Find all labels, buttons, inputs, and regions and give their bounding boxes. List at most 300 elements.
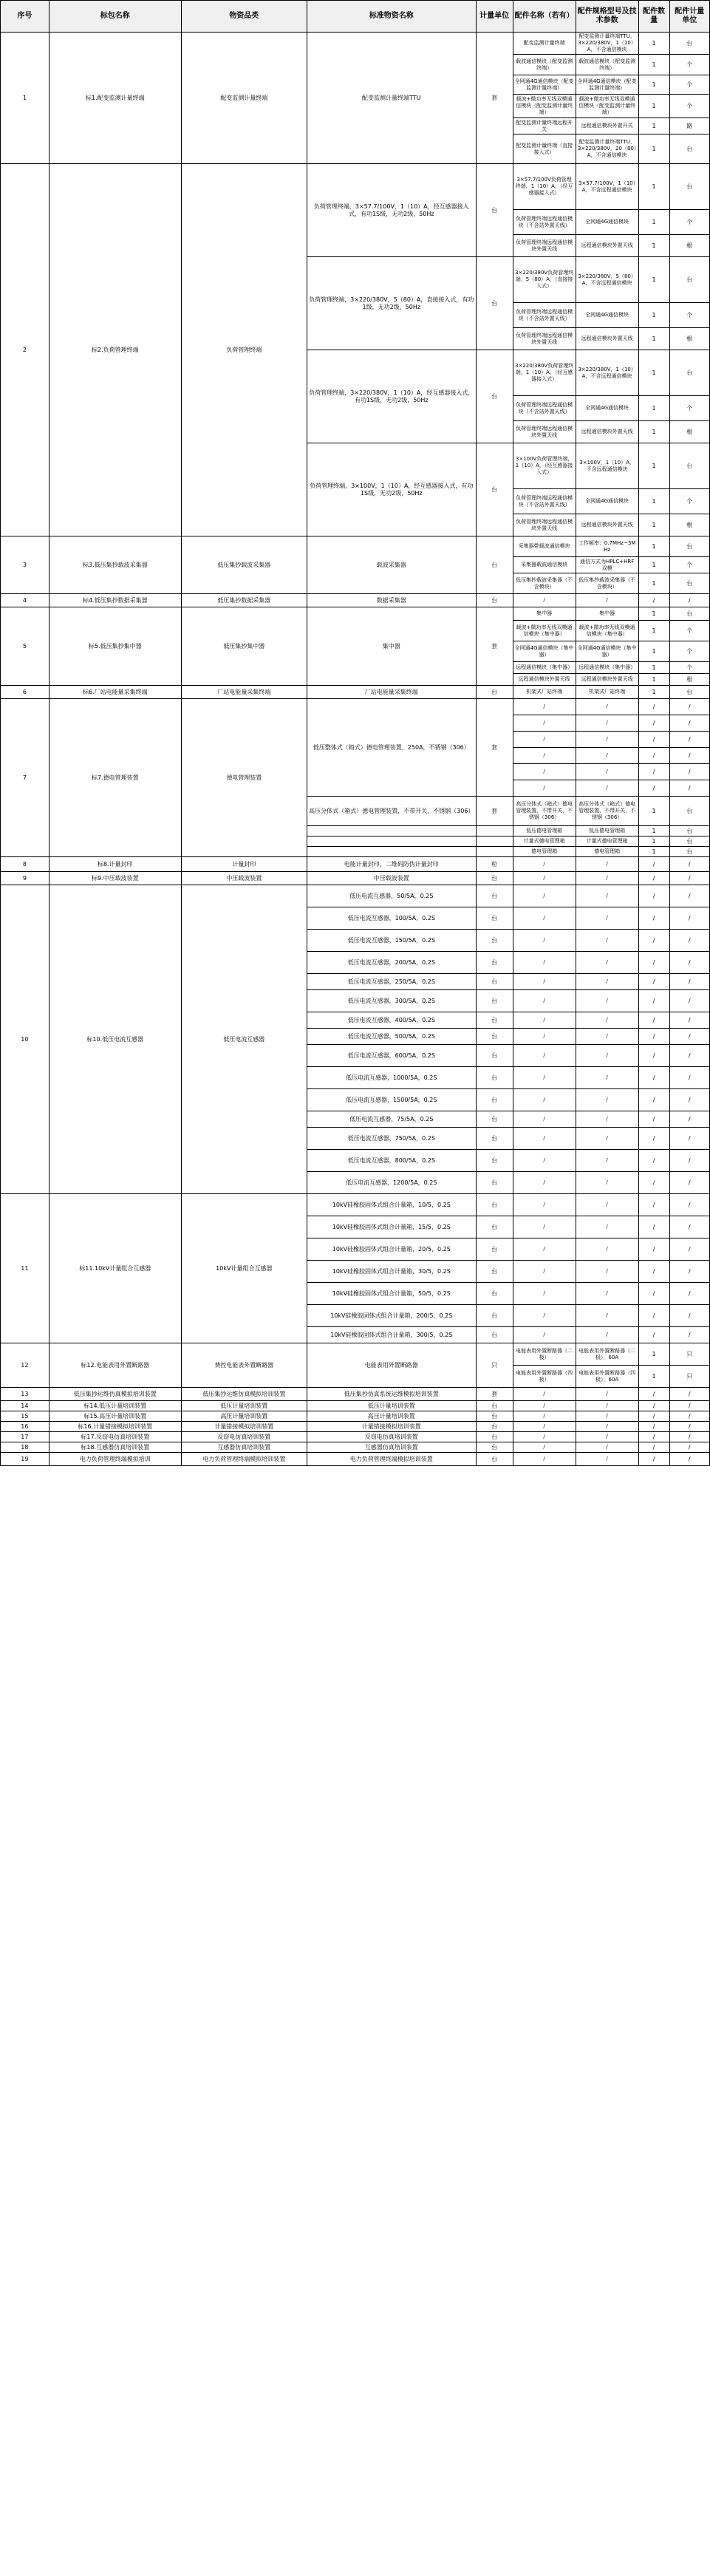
cell-part-spec: / <box>576 1216 638 1238</box>
cell-part-name: / <box>513 907 576 930</box>
cell-part-qty: / <box>638 1111 669 1128</box>
cell-part-qty: 1 <box>638 489 669 514</box>
cell-unit: 台 <box>476 443 513 536</box>
cell-part-spec: / <box>576 1172 638 1194</box>
cell-unit: 台 <box>476 1172 513 1194</box>
cell-part-qty: / <box>638 780 669 797</box>
cell-unit: 台 <box>476 1216 513 1238</box>
cell-standard-name: 厂站电能量采集终端 <box>307 686 476 699</box>
cell-part-name: / <box>513 990 576 1012</box>
cell-part-spec: 高压分体式（箱式）德电管理装置，不带开关，不锈钢（306） <box>576 797 638 826</box>
cell-unit <box>476 847 513 857</box>
cell-category: 低压集抄载波采集器 <box>181 536 307 594</box>
cell-part-name: / <box>513 1261 576 1283</box>
cell-category: 厂站电能量采集终端 <box>181 686 307 699</box>
cell-part-spec: / <box>576 1261 638 1283</box>
cell-package: 标6.厂站电能量采集终端 <box>49 686 181 699</box>
cell-part-qty: / <box>638 974 669 990</box>
cell-part-spec: / <box>576 1411 638 1422</box>
cell-part-name: 采集器载波通信模块 <box>513 557 576 573</box>
cell-standard-name: 低压电流互感器，400/5A，0.2S <box>307 1012 476 1029</box>
cell-part-spec: 德电管理箱 <box>576 847 638 857</box>
cell-unit: 台 <box>476 1411 513 1422</box>
cell-category: 配变监测计量终端 <box>181 33 307 164</box>
cell-part-name: 采集器带载波通信模块 <box>513 536 576 557</box>
cell-part-spec: 远程通信模块（集中器） <box>576 662 638 674</box>
cell-seq: 13 <box>1 1388 50 1401</box>
cell-part-name: 3×220/380V负荷管理终端，5（80）A，（直接接入式） <box>513 257 576 303</box>
cell-part-spec: / <box>576 764 638 780</box>
cell-part-spec: / <box>576 1067 638 1089</box>
cell-part-name: 高压分体式（箱式）德电管理装置，不带开关，不锈钢（306） <box>513 797 576 826</box>
cell-part-qty: 1 <box>638 350 669 396</box>
cell-part-spec: / <box>576 907 638 930</box>
cell-part-qty: 1 <box>638 607 669 621</box>
cell-seq: 3 <box>1 536 50 594</box>
header-standard-name: 标准物资名称 <box>307 1 476 33</box>
cell-part-qty: / <box>638 990 669 1012</box>
cell-part-qty: / <box>638 1453 669 1466</box>
cell-package: 标7.德电管理装置 <box>49 699 181 857</box>
cell-unit: 台 <box>476 1261 513 1283</box>
cell-standard-name: 低压电流互感器，200/5A，0.2S <box>307 952 476 974</box>
table-row <box>1 536 710 557</box>
cell-part-spec: / <box>576 930 638 952</box>
cell-part-spec: 全网通4G通信模块 <box>576 303 638 328</box>
cell-part-spec: / <box>576 990 638 1012</box>
cell-part-qty: 1 <box>638 55 669 75</box>
cell-unit: 台 <box>476 686 513 699</box>
cell-part-unit: 个 <box>669 557 709 573</box>
table-row <box>1 1422 710 1432</box>
cell-part-spec: 计量式德电管理箱 <box>576 836 638 847</box>
cell-standard-name: 电能计量封印，二维码防伪计量封印 <box>307 857 476 872</box>
cell-part-unit: 个 <box>669 55 709 75</box>
cell-standard-name: 电能表用外置断路器 <box>307 1343 476 1388</box>
cell-part-name: / <box>513 1401 576 1411</box>
cell-part-unit: 台 <box>669 33 709 55</box>
cell-part-spec: 全网通4G通信模块（配变监测计量终端） <box>576 75 638 95</box>
cell-part-spec: 全网通4G通信模块 <box>576 489 638 514</box>
cell-unit: 台 <box>476 974 513 990</box>
cell-part-spec: / <box>576 1422 638 1432</box>
cell-category: 10kV计量组合互感器 <box>181 1194 307 1343</box>
cell-part-unit: / <box>669 1012 709 1029</box>
cell-part-unit: / <box>669 1261 709 1283</box>
cell-part-unit: / <box>669 1111 709 1128</box>
cell-part-unit: / <box>669 1442 709 1453</box>
cell-part-qty: 1 <box>638 826 669 836</box>
cell-part-unit: / <box>669 952 709 974</box>
cell-seq: 12 <box>1 1343 50 1388</box>
cell-part-name: / <box>513 1067 576 1089</box>
cell-part-qty: 1 <box>638 164 669 210</box>
cell-part-spec: / <box>576 699 638 715</box>
cell-part-spec: / <box>576 1238 638 1261</box>
cell-part-spec: / <box>576 857 638 872</box>
cell-part-name: / <box>513 872 576 885</box>
cell-part-spec: 机架式厂站终端 <box>576 686 638 699</box>
cell-part-unit: / <box>669 732 709 748</box>
cell-unit: 台 <box>476 1432 513 1442</box>
cell-standard-name: 低压电流互感器，750/5A，0.2S <box>307 1128 476 1150</box>
cell-unit <box>476 836 513 847</box>
cell-part-name: / <box>513 1283 576 1305</box>
cell-part-name: 负荷管理终端远程通信模块外置天线 <box>513 514 576 536</box>
cell-part-qty: / <box>638 1045 669 1067</box>
cell-part-spec: 电能表用外置断路器（二极），60A <box>576 1343 638 1366</box>
cell-package: 标17.反窃电仿真培训装置 <box>49 1432 181 1442</box>
cell-seq: 7 <box>1 699 50 857</box>
cell-standard-name: 10kV硅橡胶固体式组合计量箱，300/5，0.2S <box>307 1327 476 1343</box>
cell-standard-name: 低压电流互感器，600/5A，0.2S <box>307 1045 476 1067</box>
cell-standard-name: 负荷管理终端，3×220/380V，5（80）A，直接接入式，有功1级，无功2级，50Hz <box>307 257 476 350</box>
cell-part-name: 全网通4G通信模块（配变监测计量终端） <box>513 75 576 95</box>
cell-part-name: / <box>513 1194 576 1216</box>
cell-part-name: / <box>513 764 576 780</box>
table-row <box>1 1194 710 1216</box>
cell-part-qty: / <box>638 1216 669 1238</box>
cell-standard-name: 负荷管理终端，3×57.7/100V，1（10）A，经互感器接入式，有功1S级，无功2级，50Hz <box>307 164 476 257</box>
cell-part-spec: 3×100V，1（10）A，不含远程通信模块 <box>576 443 638 489</box>
cell-part-qty: / <box>638 748 669 764</box>
cell-part-unit: 只 <box>669 1343 709 1366</box>
cell-part-name: / <box>513 780 576 797</box>
cell-part-unit: / <box>669 1067 709 1089</box>
cell-part-qty: / <box>638 1089 669 1111</box>
cell-standard-name: 10kV硅橡胶固体式组合计量箱，30/5，0.2S <box>307 1261 476 1283</box>
cell-standard-name: 低压电流互感器，1200/5A，0.2S <box>307 1172 476 1194</box>
cell-part-unit: 根 <box>669 514 709 536</box>
cell-part-spec: / <box>576 1442 638 1453</box>
cell-part-qty: / <box>638 594 669 607</box>
cell-seq: 18 <box>1 1442 50 1453</box>
cell-category: 互感器仿真培训装置 <box>181 1442 307 1453</box>
cell-part-unit: / <box>669 907 709 930</box>
cell-part-qty: 1 <box>638 328 669 350</box>
header-unit: 计量单位 <box>476 1 513 33</box>
cell-standard-name: 配变监测计量终端TTU <box>307 33 476 164</box>
cell-part-qty: / <box>638 930 669 952</box>
cell-unit: 台 <box>476 885 513 907</box>
cell-part-unit: / <box>669 780 709 797</box>
cell-part-qty: 1 <box>638 847 669 857</box>
cell-part-unit: / <box>669 1401 709 1411</box>
cell-part-name: / <box>513 748 576 764</box>
cell-seq: 6 <box>1 686 50 699</box>
cell-part-qty: / <box>638 1012 669 1029</box>
cell-package: 低压集抄运维仿真模拟培训装置 <box>49 1388 181 1401</box>
cell-part-unit: / <box>669 1089 709 1111</box>
cell-part-spec: 全网通4G通信模块 <box>576 396 638 421</box>
cell-part-spec: 工作频率：0.7MHz~3MHz <box>576 536 638 557</box>
cell-part-qty: 1 <box>638 662 669 674</box>
cell-part-spec: / <box>576 1327 638 1343</box>
cell-part-unit: 台 <box>669 607 709 621</box>
cell-part-unit: / <box>669 715 709 732</box>
cell-part-name: / <box>513 1089 576 1111</box>
cell-part-unit: / <box>669 930 709 952</box>
cell-part-qty: / <box>638 732 669 748</box>
cell-unit: 套 <box>476 607 513 686</box>
cell-standard-name: 高压计量培训装置 <box>307 1411 476 1422</box>
cell-seq: 15 <box>1 1411 50 1422</box>
cell-part-spec: / <box>576 1194 638 1216</box>
cell-part-name: 电能表用外置断路器（四极） <box>513 1366 576 1388</box>
cell-part-qty: 1 <box>638 1343 669 1366</box>
table-row <box>1 885 710 907</box>
cell-part-qty: 1 <box>638 514 669 536</box>
cell-unit: 台 <box>476 1401 513 1411</box>
cell-part-qty: / <box>638 764 669 780</box>
cell-part-qty: / <box>638 1150 669 1172</box>
cell-unit: 台 <box>476 164 513 257</box>
cell-standard-name: 集中器 <box>307 607 476 686</box>
cell-standard-name: 低压整体式（箱式）德电管理装置，250A，不锈钢（306） <box>307 699 476 797</box>
cell-part-unit: 根 <box>669 235 709 257</box>
cell-part-spec: / <box>576 1432 638 1442</box>
header-package: 标包名称 <box>49 1 181 33</box>
cell-standard-name: 中压载波装置 <box>307 872 476 885</box>
cell-part-qty: 1 <box>638 396 669 421</box>
cell-part-unit: / <box>669 1045 709 1067</box>
cell-standard-name: 低压电流互感器，75/5A，0.2S <box>307 1111 476 1128</box>
cell-unit: 台 <box>476 1422 513 1432</box>
cell-part-spec: 3×220/380V，5（80）A，不含远程通信模块 <box>576 257 638 303</box>
cell-category: 费控电能表外置断路器 <box>181 1343 307 1388</box>
cell-part-spec: 电能表用外置断路器（四极），60A <box>576 1366 638 1388</box>
cell-part-unit: 台 <box>669 826 709 836</box>
cell-part-unit: / <box>669 1194 709 1216</box>
cell-category: 电力负荷管理终端模拟培训装置 <box>181 1453 307 1466</box>
cell-part-name: / <box>513 1111 576 1128</box>
cell-part-name: / <box>513 1172 576 1194</box>
cell-part-qty: 1 <box>638 118 669 134</box>
cell-part-name: / <box>513 1422 576 1432</box>
cell-part-qty: 1 <box>638 75 669 95</box>
cell-part-spec: 远程通信模块外置天线 <box>576 514 638 536</box>
cell-part-unit: 台 <box>669 797 709 826</box>
cell-standard-name: 负荷管理终端，3×220/380V，1（10）A，经互感器接入式，有功1S级，无功2级，50Hz <box>307 350 476 443</box>
cell-part-qty: / <box>638 1261 669 1283</box>
cell-standard-name: 低压电流互感器，1500/5A，0.2S <box>307 1089 476 1111</box>
cell-part-unit: / <box>669 1172 709 1194</box>
cell-category: 低压电流互感器 <box>181 885 307 1194</box>
cell-part-spec: 远程通信模块外置天线 <box>576 328 638 350</box>
cell-unit: 台 <box>476 1442 513 1453</box>
header-part-qty: 配件数量 <box>638 1 669 33</box>
cell-part-unit: / <box>669 1216 709 1238</box>
cell-part-spec: 全网通4G通信模块（集中器） <box>576 641 638 662</box>
cell-part-qty: 1 <box>638 797 669 826</box>
cell-part-qty: 1 <box>638 573 669 594</box>
cell-part-name: / <box>513 1238 576 1261</box>
cell-part-qty: / <box>638 907 669 930</box>
cell-package: 标14.低压计量培训装置 <box>49 1401 181 1411</box>
cell-part-unit: / <box>669 1305 709 1327</box>
cell-part-unit: / <box>669 1432 709 1442</box>
cell-part-name: 计量式德电管理箱 <box>513 836 576 847</box>
cell-unit: 台 <box>476 1283 513 1305</box>
cell-part-spec: / <box>576 1012 638 1029</box>
table-row <box>1 699 710 715</box>
table-row <box>1 686 710 699</box>
cell-part-unit: 根 <box>669 674 709 686</box>
cell-part-name: / <box>513 930 576 952</box>
table-row <box>1 872 710 885</box>
cell-part-unit: 个 <box>669 662 709 674</box>
cell-part-unit: / <box>669 1283 709 1305</box>
cell-part-qty: 1 <box>638 836 669 847</box>
cell-category: 低压集抄运维仿真模拟培训装置 <box>181 1388 307 1401</box>
cell-part-qty: 1 <box>638 674 669 686</box>
cell-seq: 17 <box>1 1432 50 1442</box>
cell-part-name: 负荷管理终端远程通信模块（不含站外置天线） <box>513 489 576 514</box>
cell-part-name: / <box>513 1012 576 1029</box>
cell-unit: 粒 <box>476 857 513 872</box>
table-row <box>1 1343 710 1366</box>
cell-part-qty: / <box>638 1067 669 1089</box>
cell-part-unit: 个 <box>669 621 709 641</box>
cell-part-unit: 个 <box>669 95 709 118</box>
cell-standard-name: 低压电流互感器，800/5A，0.2S <box>307 1150 476 1172</box>
cell-unit: 台 <box>476 536 513 594</box>
cell-part-qty: 1 <box>638 134 669 164</box>
cell-part-unit: 根 <box>669 421 709 443</box>
cell-part-spec: 低压德电管理箱 <box>576 826 638 836</box>
cell-seq: 5 <box>1 607 50 686</box>
cell-part-unit: / <box>669 974 709 990</box>
cell-part-spec: 载波+微功率无线双模通信模块（集中器） <box>576 621 638 641</box>
cell-standard-name: 低压电流互感器，100/5A，0.2S <box>307 907 476 930</box>
cell-unit: 台 <box>476 1111 513 1128</box>
cell-part-spec: / <box>576 1045 638 1067</box>
cell-standard-name: 负荷管理终端，3×100V，1（10）A，经互感器接入式，有功1S级，无功2级，50Hz <box>307 443 476 536</box>
cell-part-unit: / <box>669 990 709 1012</box>
cell-part-name: / <box>513 857 576 872</box>
cell-part-unit: / <box>669 1327 709 1343</box>
cell-part-unit: 台 <box>669 164 709 210</box>
cell-part-spec: 全网通4G通信模块 <box>576 210 638 235</box>
cell-part-spec: 配变监测计量终端TTU，3×220/380V，20（80）A，不含通信模块 <box>576 134 638 164</box>
cell-seq: 2 <box>1 164 50 536</box>
cell-unit: 台 <box>476 1089 513 1111</box>
cell-part-qty: 1 <box>638 210 669 235</box>
cell-part-spec: / <box>576 732 638 748</box>
cell-part-qty: 1 <box>638 95 669 118</box>
table-row <box>1 1453 710 1466</box>
cell-category: 中压载波装置 <box>181 872 307 885</box>
cell-part-spec: / <box>576 1150 638 1172</box>
cell-part-spec: / <box>576 748 638 764</box>
cell-part-qty: 1 <box>638 686 669 699</box>
cell-part-name: 载波通信模块（配变监测终端） <box>513 55 576 75</box>
cell-package: 标5.低压集抄集中器 <box>49 607 181 686</box>
cell-part-qty: 1 <box>638 1366 669 1388</box>
cell-part-spec: / <box>576 780 638 797</box>
table-row <box>1 594 710 607</box>
cell-part-name: 集中器 <box>513 607 576 621</box>
cell-part-name: / <box>513 1453 576 1466</box>
table-row <box>1 1401 710 1411</box>
cell-part-name: / <box>513 974 576 990</box>
cell-part-spec: / <box>576 1089 638 1111</box>
cell-part-name: / <box>513 1045 576 1067</box>
cell-part-spec: / <box>576 1128 638 1150</box>
cell-part-name: 负荷管理终端远程通信模块（不含站外置天线） <box>513 303 576 328</box>
cell-part-name: 全网通4G通信模块（集中器） <box>513 641 576 662</box>
cell-unit: 台 <box>476 952 513 974</box>
cell-part-qty: / <box>638 1388 669 1401</box>
cell-part-name: / <box>513 1388 576 1401</box>
cell-part-name: / <box>513 732 576 748</box>
cell-part-qty: / <box>638 715 669 732</box>
cell-part-unit: / <box>669 1128 709 1150</box>
cell-part-qty: / <box>638 1283 669 1305</box>
cell-part-spec: 配变监测计量终端TTU，3×220/380V，1（10）A，不含通信模块 <box>576 33 638 55</box>
cell-part-spec: / <box>576 1388 638 1401</box>
cell-part-qty: 1 <box>638 557 669 573</box>
table-row <box>1 857 710 872</box>
cell-part-unit: 只 <box>669 1366 709 1388</box>
cell-unit: 台 <box>476 1305 513 1327</box>
cell-part-qty: 1 <box>638 257 669 303</box>
cell-unit: 台 <box>476 1150 513 1172</box>
table-row <box>1 33 710 55</box>
cell-part-name: 载波+微功率无线双模通信模块（配变监测计量终端） <box>513 95 576 118</box>
cell-standard-name: 低压电流互感器，1000/5A，0.2S <box>307 1067 476 1089</box>
cell-unit: 台 <box>476 930 513 952</box>
cell-package: 标3.低压集抄载波采集器 <box>49 536 181 594</box>
cell-part-qty: 1 <box>638 303 669 328</box>
cell-standard-name: 计量错接模拟培训装置 <box>307 1422 476 1432</box>
cell-part-qty: 1 <box>638 421 669 443</box>
cell-part-unit: / <box>669 594 709 607</box>
cell-part-name: 负荷管理终端远程通信模块外置天线 <box>513 421 576 443</box>
cell-package: 标1.配变监测计量终端 <box>49 33 181 164</box>
cell-category: 高压计量培训装置 <box>181 1411 307 1422</box>
cell-category: 低压集抄集中器 <box>181 607 307 686</box>
cell-part-qty: / <box>638 1442 669 1453</box>
cell-part-qty: / <box>638 1305 669 1327</box>
table-body <box>1 33 710 1466</box>
cell-part-unit: 台 <box>669 134 709 164</box>
cell-seq: 11 <box>1 1194 50 1343</box>
cell-part-unit: 个 <box>669 75 709 95</box>
cell-part-spec: 远程通信模块外置天线 <box>576 235 638 257</box>
cell-category: 德电管理装置 <box>181 699 307 857</box>
cell-unit: 台 <box>476 1238 513 1261</box>
cell-part-name: / <box>513 1432 576 1442</box>
cell-part-qty: 1 <box>638 536 669 557</box>
header-row <box>1 1 710 33</box>
cell-unit: 台 <box>476 1067 513 1089</box>
cell-part-name: / <box>513 594 576 607</box>
cell-part-unit: 个 <box>669 489 709 514</box>
cell-standard-name: 低压电流互感器，300/5A，0.2S <box>307 990 476 1012</box>
cell-part-unit: 台 <box>669 573 709 594</box>
cell-standard-name: 低压电流互感器，50/5A，0.2S <box>307 885 476 907</box>
table-row <box>1 1432 710 1442</box>
cell-seq: 10 <box>1 885 50 1194</box>
cell-standard-name: 低压电流互感器，500/5A，0.2S <box>307 1029 476 1045</box>
cell-package: 标12.电能表用外置断路器 <box>49 1343 181 1388</box>
cell-part-unit: 台 <box>669 443 709 489</box>
cell-part-unit: 台 <box>669 350 709 396</box>
cell-part-name: 载波+微功率无线双模通信模块（集中器） <box>513 621 576 641</box>
cell-standard-name: 载波采集器 <box>307 536 476 594</box>
cell-part-qty: 1 <box>638 621 669 641</box>
